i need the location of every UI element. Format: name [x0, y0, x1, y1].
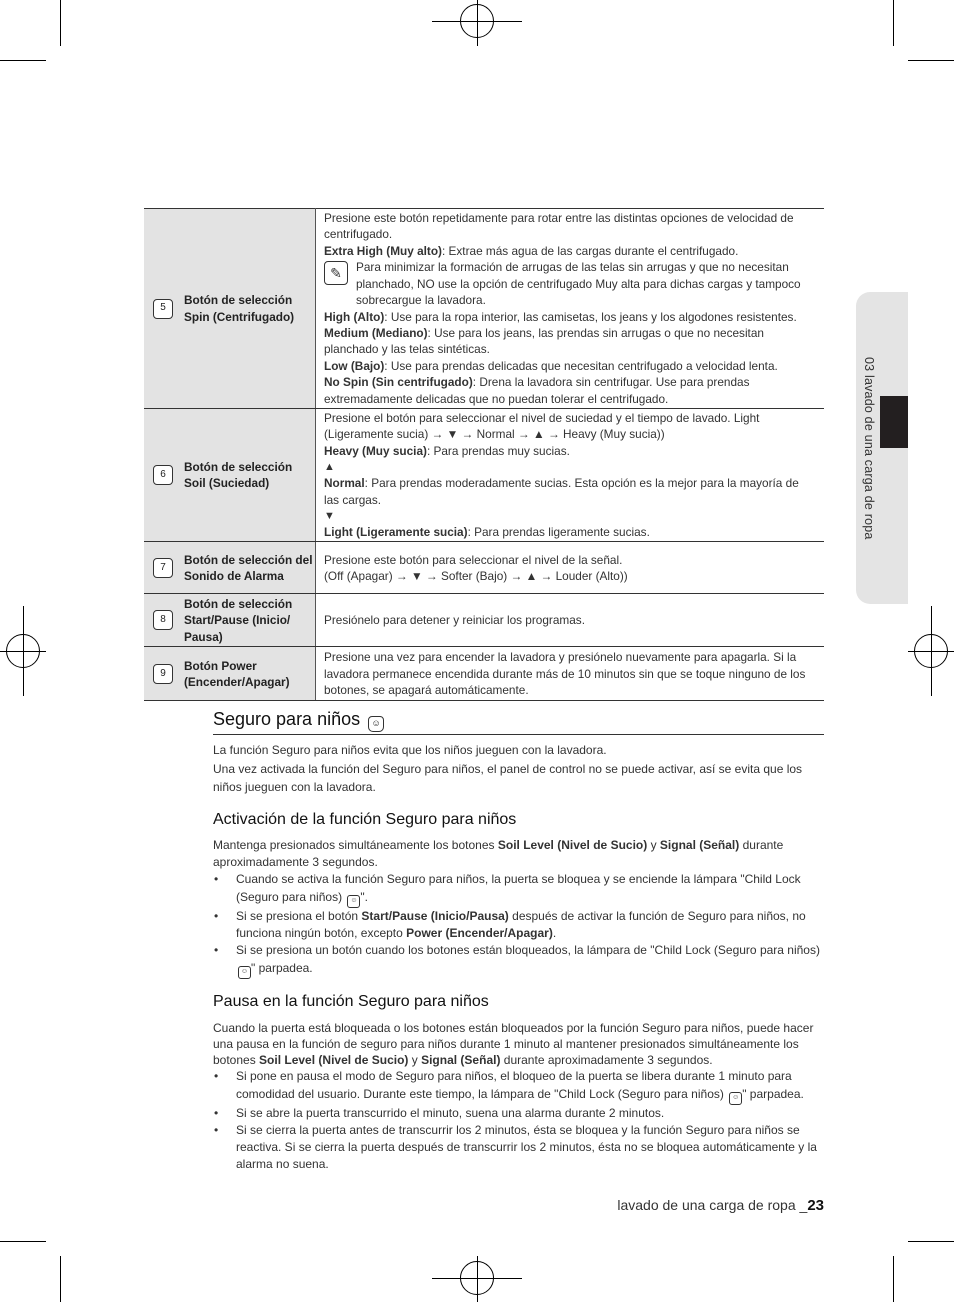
row-label: Botón Power (Encender/Apagar) [184, 658, 290, 689]
row-label-cell [144, 594, 316, 647]
note-block: ✎ Para minimizar la formación de arrugas de las telas sin arrugas y que no necesitan planchado, NO use la opción de centrifugado Muy alta para dichas cargas y tampoco sobrecargue la lavadora. [324, 259, 816, 308]
arrow-down-icon: ▼ [324, 510, 335, 523]
crop-mark [0, 60, 46, 61]
subsection-title: Activación de la función Seguro para niños [213, 810, 517, 828]
list-item: • Cuando se activa la función Seguro para niños, la puerta se bloquea y se enciende la lámpara "Child Lock (Seguro para niños) ☺ ". [213, 871, 824, 907]
crop-mark [908, 60, 954, 61]
paragraph: Mantenga presionados simultáneamente los botones Soil Level (Nivel de Sucio) y Signal (Señal) durante aproximadamente 3 segundos. [213, 837, 784, 870]
list-item: • Si se cierra la puerta antes de transcurrir los 2 minutos, ésta se bloquea y la función Seguro para niños se reactiva. Si se cierra la puerta después de transcurrir los 2 minutos, ésta no se bloquea automáticamente y la alarma no suena. [213, 1122, 824, 1174]
child-lock-section: Seguro para niños ☺ La función Seguro para niños evita que los niños jueguen con la lavadora. Una vez activada la función del Seguro para niños, el panel de control no se puede activar, así se evita que los niños jueguen con la lavadora. Activación de la función Seguro para niños Mantenga presionados simultáneamente los botones Soil Level (Nivel de Sucio) y Signal (Señal) durante aproximadamente 3 segundos. • Cuando se activa la función Seguro para niños, la puerta se bloquea y se enciende la lámpara "Child Lock (Seguro para niños) ☺ ". • Si se presiona el botón Start/Pause (Inicio/Pausa) después de activar la función de Seguro para niños, no funciona ningún botón, excepto Power (Encender/Apagar). • Si se presiona un botón cuando los botones están bloqueados, la lámpara de "Child Lock (Seguro para niños) ☺ " parpadea. Pausa en la función Seguro para niños Cuando la puerta está bloqueada o los botones están bloqueados por la función Seguro para niños, puede hacer una pausa en la función de seguro para niños durante 1 minuto al mantener presionados simultáneamente los botones Soil Level (Nivel de Sucio) y Signal (Señal) durante aproximadamente 3 segundos. • Si pone en pausa el modo de Seguro para niños, el bloqueo de la puerta se libera durante 1 minuto para comodidad del usuario. Durante este tiempo, la lámpara de "Child Lock (Seguro para niños) ☺ " parpadea. • Si se abre la puerta transcurrido el minuto, suena una alarma durante 2 minutos. • Si se cierra la puerta antes de transcurrir los 2 minutos, ésta se bloquea y la función Seguro para niños se reactiva. Si se cierra la puerta después de transcurrir los 2 minutos, ésta no se bloquea automáticamente y la alarma no suena. [213, 709, 824, 1174]
row-label-cell [144, 409, 316, 542]
table-row [144, 409, 824, 542]
paragraph: Cuando la puerta está bloqueada o los botones están bloqueados por la función Seguro para niños, puede hacer una pausa en la función de seguro para niños durante 1 minuto al mantener presionados simultáneamente los botones Soil Level (Nivel de Sucio) y Signal (Señal) durante aproximadamente 3 segundos. [213, 1020, 814, 1068]
page-footer: lavado de una carga de ropa _23 [617, 1197, 824, 1214]
bullet-list [213, 871, 824, 978]
row-label-cell [144, 647, 316, 701]
list-item: • Si se presiona un botón cuando los botones están bloqueados, la lámpara de "Child Lock (Seguro para niños) ☺ " parpadea. [213, 942, 824, 978]
section-title: Seguro para niños ☺ [213, 709, 824, 735]
row-label-cell [144, 542, 316, 594]
registration-circle [460, 1261, 494, 1295]
row-description: Presione una vez para encender la lavadora y presiónelo nuevamente para apagarla. Si la lavadora permanece encendida durante más de 10 minutos sin que se toque ninguno de los botones, se apagará automáticamente. [316, 647, 825, 701]
table-row [144, 647, 824, 701]
list-item: • Si se abre la puerta transcurrido el minuto, suena una alarma durante 2 minutos. [213, 1105, 824, 1122]
subsection-title: Pausa en la función Seguro para niños [213, 992, 489, 1010]
item-number-badge: 8 [153, 610, 173, 630]
item-number-badge: 7 [153, 558, 173, 578]
list-item: • Si se presiona el botón Start/Pause (Inicio/Pausa) después de activar la función de Seguro para niños, no funciona ningún botón, excepto Power (Encender/Apagar). [213, 908, 824, 943]
registration-circle [914, 634, 948, 668]
arrow-up-icon: ▲ [324, 461, 335, 474]
crop-mark [60, 0, 61, 46]
crop-mark [908, 1241, 954, 1242]
bullet-list [213, 1068, 824, 1173]
row-description: Presiónelo para detener y reiniciar los programas. [316, 594, 825, 647]
row-description: Presione este botón repetidamente para rotar entre las distintas opciones de velocidad de centrifugado. Extra High (Muy alto): Extrae más agua de las cargas durante el centrifugado. ✎ Para minimizar la formación de arrugas de las telas sin arrugas y que no necesitan planchado, NO use la opción de centrifugado Muy alta para dichas cargas y tampoco sobrecargue la lavadora. High (Alto): Use para la ropa interior, las camisetas, los jeans y los algodones resistentes. Medium (Mediano): Use para los jeans, las prendas sin arrugas o que no necesitan planchado y las telas sintéticas. Low (Bajo): Use para prendas delicadas que necesitan centrifugado a velocidad lenta. No Spin (Sin centrifugado): Drena la lavadora sin centrifugar. Use para prendas extremadamente delicadas que no puedan tolerar el centrifugado. [316, 209, 825, 409]
row-label-cell [144, 209, 316, 409]
crop-mark [60, 1256, 61, 1302]
row-description: Presione este botón para seleccionar el nivel de la señal. (Off (Apagar) → ▼ → Softer (Bajo) → ▲ → Louder (Alto)) [316, 542, 825, 594]
row-description: Presione el botón para seleccionar el nivel de suciedad y el tiempo de lavado. Light (Ligeramente sucia) → ▼ → Normal → ▲ → Heavy (Muy sucia)) Heavy (Muy sucia): Para prendas muy sucias. ▲ Normal: Para prendas moderadamente sucias. Esta opción es la mejor para la mayoría de las cargas. ▼ Light (Ligeramente sucia): Para prendas ligeramente sucias. [316, 409, 825, 542]
item-number-badge: 5 [153, 299, 173, 319]
crop-mark [893, 1256, 894, 1302]
item-number-badge: 6 [153, 465, 173, 485]
table-row [144, 209, 824, 409]
child-lock-icon: ☺ [347, 895, 360, 908]
row-label: Botón de selección Soil (Suciedad) [184, 459, 293, 491]
registration-circle [6, 634, 40, 668]
child-lock-icon: ☺ [238, 966, 251, 979]
table-row [144, 594, 824, 647]
registration-circle [460, 4, 494, 38]
crop-mark [0, 1241, 46, 1242]
crop-mark [893, 0, 894, 46]
control-button-table [144, 208, 824, 701]
chapter-tab-marker [880, 396, 908, 448]
note-pencil-icon: ✎ [324, 261, 348, 285]
list-item: • Si pone en pausa el modo de Seguro para niños, el bloqueo de la puerta se libera durante 1 minuto para comodidad del usuario. Durante este tiempo, la lámpara de "Child Lock (Seguro para niños) ☺ " parpadea. [213, 1068, 824, 1104]
row-label: Botón de selección del Sonido de Alarma [184, 552, 313, 583]
row-label: Botón de selección Spin (Centrifugado) [184, 293, 295, 324]
item-number-badge: 9 [153, 664, 173, 684]
chapter-side-label: 03 lavado de una carga de ropa [862, 356, 876, 540]
row-label: Botón de selección Start/Pause (Inicio/ Pausa) [184, 596, 293, 644]
child-lock-icon: ☺ [368, 716, 384, 732]
child-lock-icon: ☺ [729, 1092, 742, 1105]
page-number: 23 [807, 1197, 824, 1214]
table-row [144, 542, 824, 594]
